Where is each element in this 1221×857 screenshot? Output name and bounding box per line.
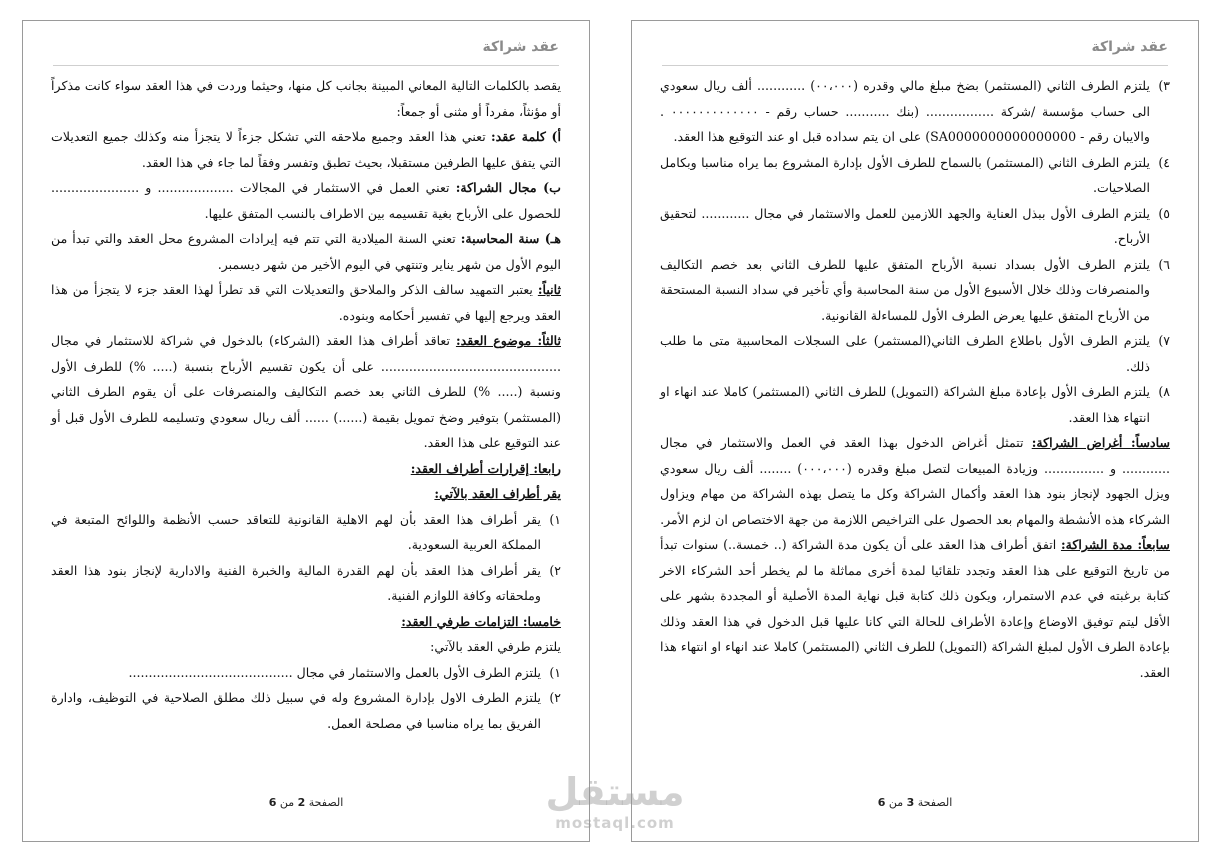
definitions-intro: يقصد بالكلمات التالية المعاني المبينة بجانب كل منها، وحيثما وردت في هذا العقد سواء كانت مذكراً أو مؤنثاً، مفرداً أو مثنى أو جمعاً:	[51, 78, 561, 119]
section-five-title: خامسا: التزامات طرفي العقد:	[401, 613, 561, 629]
page-header-title: عقد شراكة	[1091, 39, 1168, 55]
header-divider	[662, 65, 1168, 66]
obligation-item-2: ٢) يلتزم الطرف الاول بإدارة المشروع وله في سبيل ذلك مطلق الصلاحية في التوظيف، وادارة الفريق بما يراه مناسبا في مصلحة العمل.	[51, 690, 561, 731]
acknowledgement-item-2: ٢) يقر أطراف هذا العقد بأن لهم القدرة المالية والخبرة الفنية والادارية لإنجاز بنود هذا العقد وملحقاته وكافة اللوازم الفنية.	[51, 562, 561, 603]
section-four-title: رابعا: إقرارات أطراف العقد:	[410, 460, 561, 476]
page-header-title: عقد شراكة	[482, 39, 559, 55]
clause-seventh-duration: سابعاً: مدة الشراكة: اتفق أطراف هذا العقد على أن يكون مدة الشراكة (.. خمسة..) سنوات تبدأ من تاريخ التوقيع على هذا العقد وتجدد تلقائيا لمدة أخرى مماثلة ما لم يخطر أحد الشركاء الاخر كتابة برغبته في عدم الاستمرار، ويكون ذلك كتابة قبل نهاية المدة الأصلية أو المجددة بشهر على الأقل ليتم توفيق الاوضاع وإعادة الأطراف للحالة التي كانا عليها قبل الدخول في هذا العقد وذلك بإعادة الطرف الأول لمبلغ الشراكة (التمويل) للطرف الثاني (المستثمر) كاملا عند انهاء او انتهاء هذا العقد.	[660, 537, 1170, 680]
page-number-footer: الصفحة 2 من 6	[268, 796, 344, 809]
definition-contract: أ) كلمة عقد: تعني هذا العقد وجميع ملاحقه التي تشكل جزءاً لا يتجزأ منه وكذلك جميع التعديلات التي يتفق عليها الطرفين مستقبلا، بحيث تطبق وتفسر وفقاً لما جاء في هذا العقد.	[51, 129, 561, 170]
clause-sixth-purposes: سادساً: أغراض الشراكة: تتمثل أغراض الدخول بهذا العقد في العمل والاستثمار في مجال ............ و ............... وزيادة المبيعات لتصل مبلغ وقدره (٠٠٠،٠٠٠) ........ ألف ريال سعودي ويزل الجهود لإنجاز بنود هذا العقد وأكمال الشراكة وكل ما يتصل بهذه الشراكة من مهام ويزاول الشركاء هذه الأنشطة والمهام بعد الحصول على التراخيص اللازمة من جهة الاختصاص ان لزم الأمر.	[660, 435, 1171, 527]
page-3-content	[660, 73, 1170, 685]
page-number-footer: الصفحة 3 من 6	[877, 796, 953, 809]
clause-second: ثانياً: يعتبر التمهيد سالف الذكر والملاحق والتعديلات التي قد تطرأ لهذا العقد جزء لا يتجزأ من هذا العقد ويرجع إليها في تفسير أحكامه وبنوده.	[51, 282, 561, 323]
document-page-2	[22, 20, 590, 842]
obligation-item-5: ٥) يلتزم الطرف الأول ببذل العناية والجهد اللازمين للعمل والاستثمار في مجال ............ لتحقيق الأرباح.	[660, 205, 1170, 246]
watermark-arabic-text: مستقل	[545, 770, 685, 814]
obligation-item-7: ٧) يلتزم الطرف الأول باطلاع الطرف الثاني(المستثمر) على السجلات المحاسبية متى ما طلب ذلك.	[660, 333, 1170, 374]
document-page-3	[631, 20, 1199, 842]
section-five-intro: يلتزم طرفي العقد بالآتي:	[430, 639, 561, 654]
obligation-item-8: ٨) يلتزم الطرف الأول بإعادة مبلغ الشراكة (التمويل) للطرف الثاني (المستثمر) كاملا عند انهاء او انتهاء هذا العقد.	[660, 384, 1170, 425]
page-2-content	[51, 73, 561, 736]
header-divider	[53, 65, 559, 66]
obligation-item-4: ٤) يلتزم الطرف الثاني (المستثمر) بالسماح للطرف الأول بإدارة المشروع بما يراه مناسبا وبكامل الصلاحيات.	[660, 154, 1170, 195]
watermark-latin-text: mostaql.com	[555, 814, 675, 832]
definition-partnership-field: ب) مجال الشراكة: تعني العمل في الاستثمار في المجالات ................... و ...................... للحصول على الأرباح بغية تقسيمه بين الاطراف بالنسب المتفق عليها.	[51, 180, 561, 221]
obligation-item-1: ١) يلتزم الطرف الأول بالعمل والاستثمار في مجال .........................................	[128, 664, 561, 680]
obligation-item-3: ٣) يلتزم الطرف الثاني (المستثمر) بضخ مبلغ مالي وقدره (٠٠،٠٠٠) ............ ألف ريال سعودي الى حساب مؤسسة /شركة ................. (بنك ........... حساب رقم - ٠٠٠٠٠٠٠٠٠٠٠٠٠ . والايبان رقم - SA0000000000000000) على ان يتم سداده قبل او عند التوقيع هذا العقد.	[660, 78, 1170, 144]
acknowledgement-item-1: ١) يقر أطراف هذا العقد بأن لهم الاهلية القانونية للتعاقد حسب الأنظمة واللوائح المتبعة في المملكة العربية السعودية.	[51, 511, 561, 552]
mostaql-watermark-logo	[535, 770, 695, 832]
obligation-item-6: ٦) يلتزم الطرف الأول بسداد نسبة الأرباح المتفق عليها للطرف الثاني بعد خصم التكاليف والمنصرفات وذلك خلال الأسبوع الأول من سنة المحاسبة وأي تأخير في سداد النسبة المستحقة من الأرباح المتفق عليها يعرض الطرف الأول للمساءلة القانونية.	[660, 256, 1170, 323]
section-four-intro: يقر أطراف العقد بالآتي:	[434, 486, 561, 501]
clause-third-subject: ثالثاً: موضوع العقد: تعاقد أطراف هذا العقد (الشركاء) بالدخول في شراكة للاستثمار في مجال ............................................. على أن يكون تقسيم الأرباح بنسبة (..... %) للطرف الأول ونسبة (..... %) للطرف الثاني بعد خصم التكاليف والمنصرفات على أن يقوم الطرف الثاني (المستثمر) بتوفير وضخ تمويل بقيمة (......) ...... ألف ريال سعودي وتسليمه للطرف الأول قبل أو عند التوقيع على هذا العقد.	[51, 333, 561, 450]
definition-accounting-year: هـ) سنة المحاسبة: تعني السنة الميلادية التي تتم فيه إيرادات المشروع محل العقد والتي تبدأ من اليوم الأول من شهر يناير وتنتهي في اليوم الأخير من شهر ديسمبر.	[51, 231, 562, 272]
